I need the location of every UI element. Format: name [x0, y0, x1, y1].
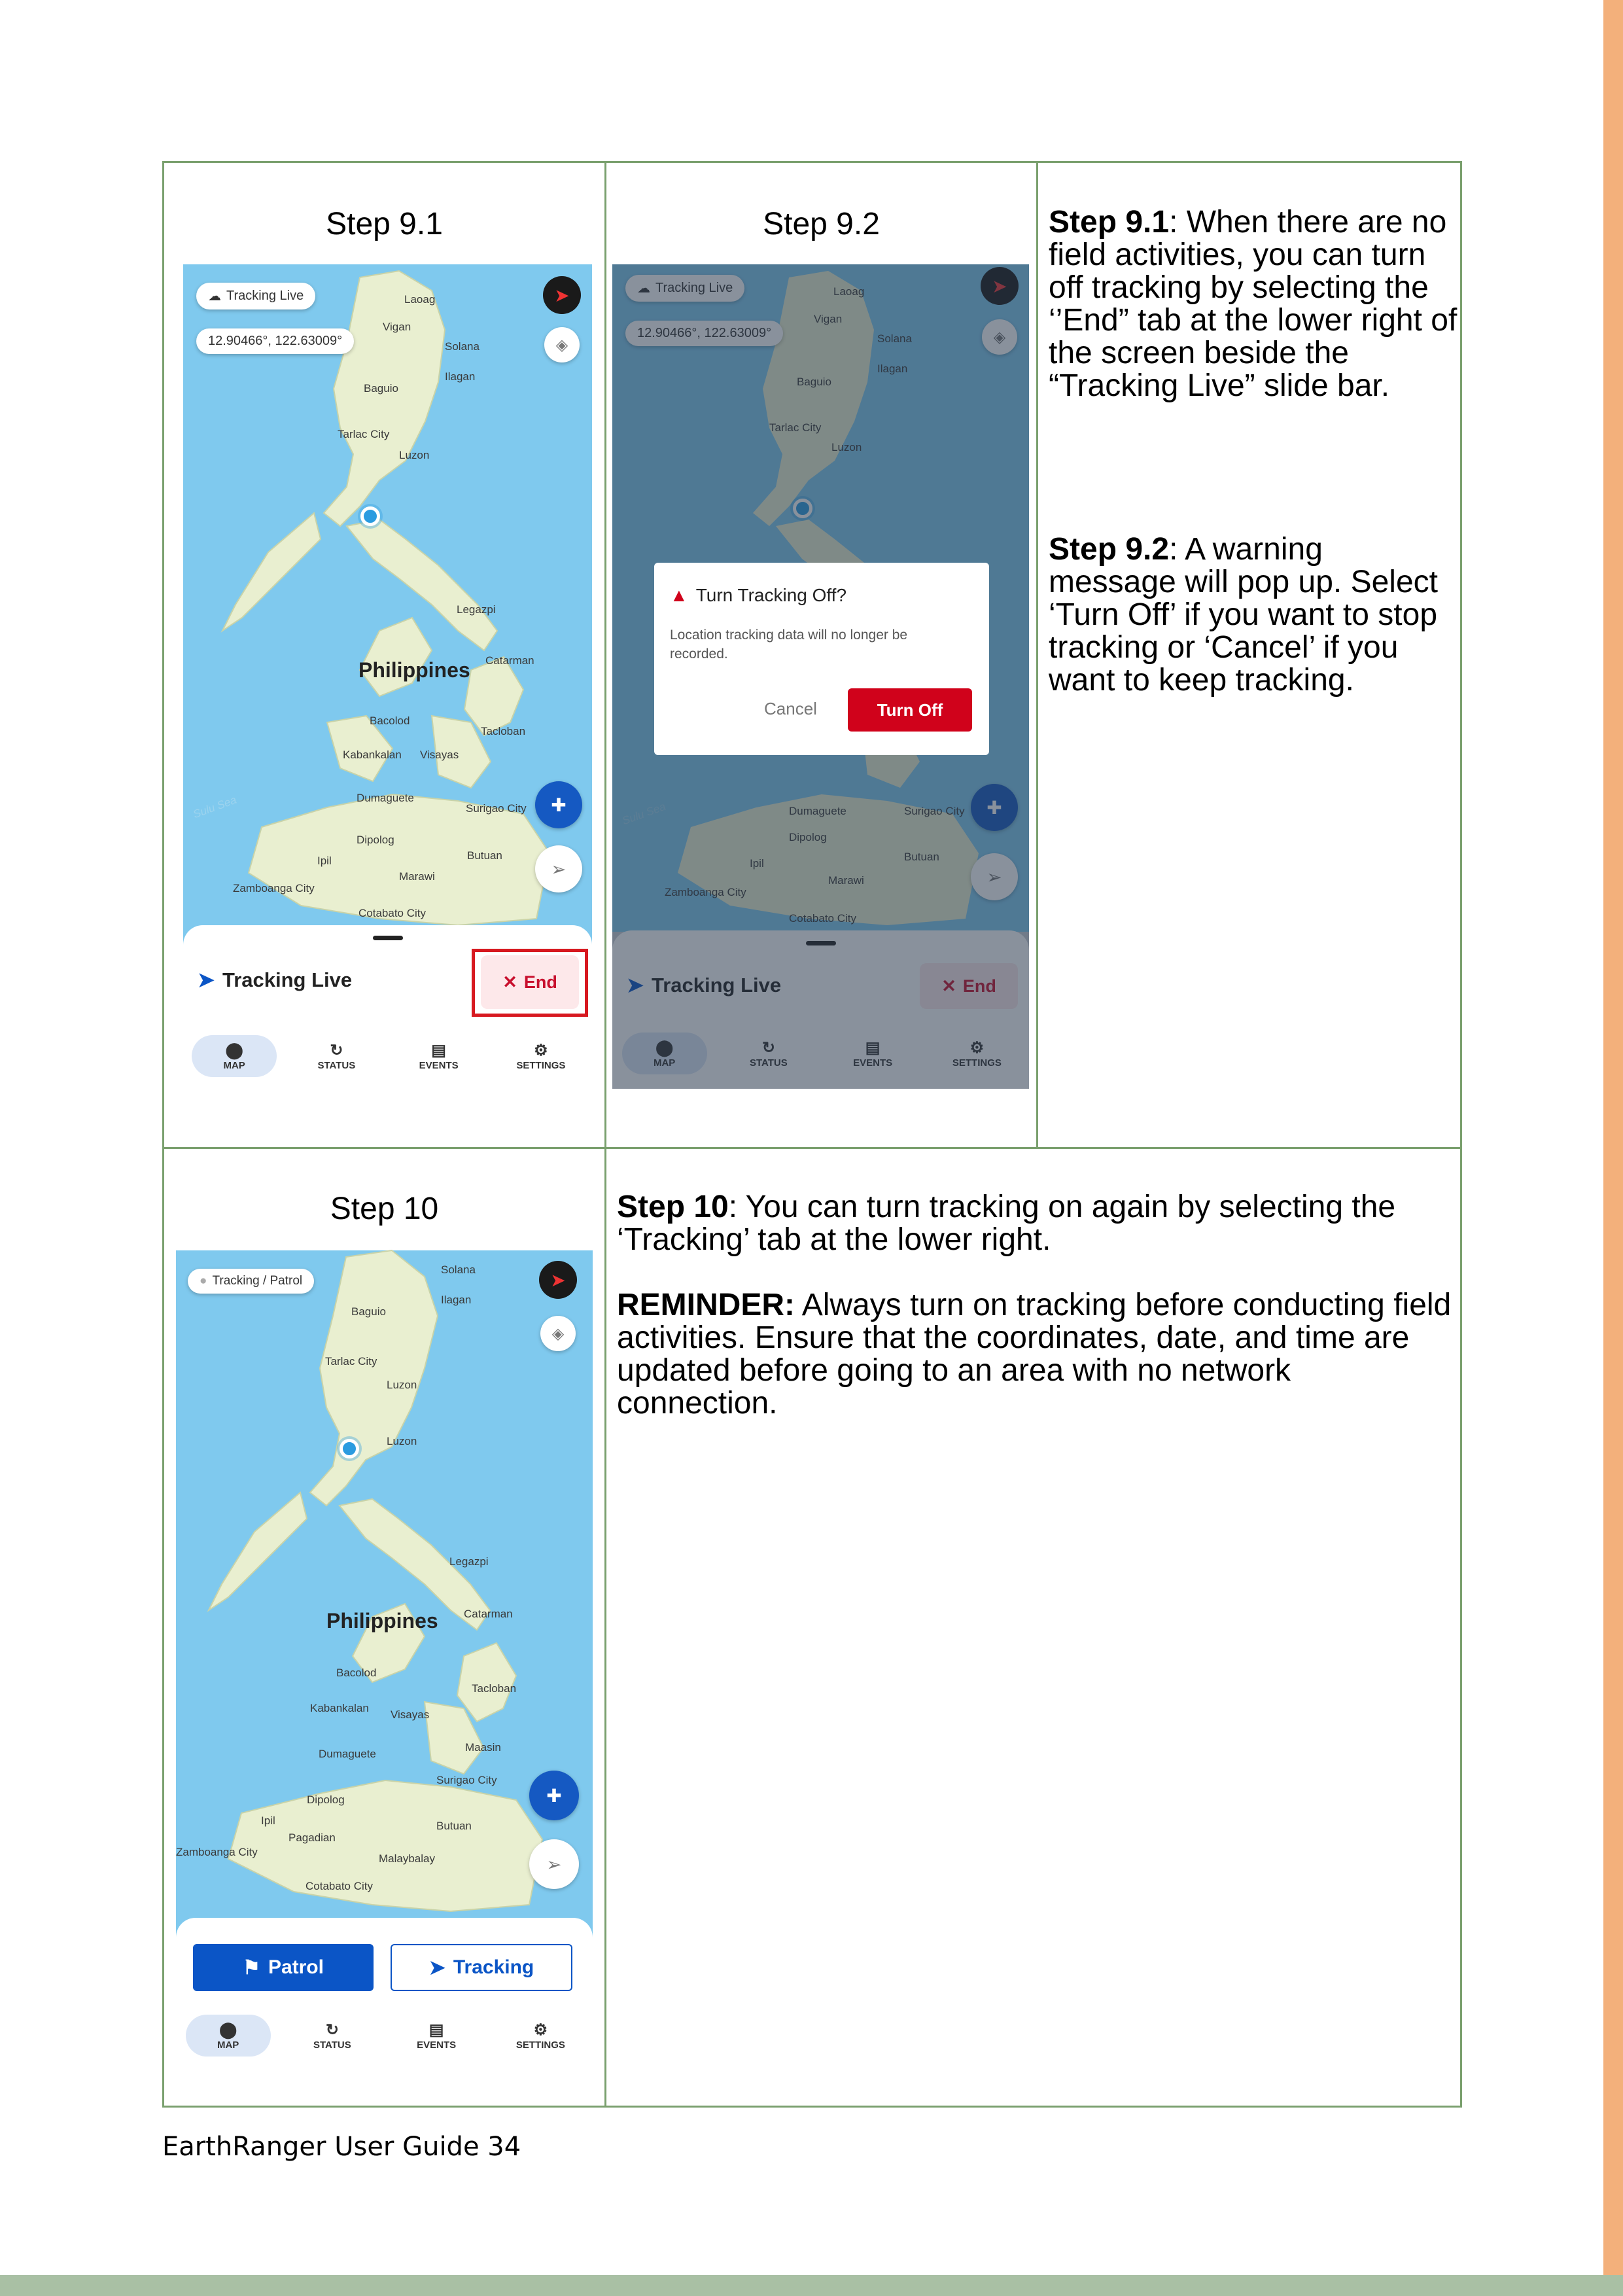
navigate-icon[interactable]: ➢ [535, 845, 582, 892]
map-label: Luzon [387, 1379, 417, 1391]
location-marker [360, 506, 380, 526]
nav-events[interactable]: ▤ EVENTS [417, 2021, 457, 2051]
turn-off-button[interactable]: Turn Off [848, 688, 972, 732]
location-arrow-icon: ➤ [198, 968, 215, 991]
map-label: Dumaguete [319, 1748, 376, 1760]
layers-icon[interactable]: ◈ [540, 1316, 576, 1351]
map-label: Tarlac City [325, 1355, 377, 1368]
location-marker [340, 1439, 359, 1458]
document-icon: ▤ [431, 1041, 446, 1059]
map-label: Ilagan [445, 370, 476, 383]
map-label: Maasin [465, 1741, 501, 1754]
step-9-1-description: Step 9.1: When there are no field activities, you can turn off tracking by selecting the ‘’End” tab at the lower right of the screen beside the “Tracking Live” slide bar. [1049, 205, 1457, 403]
map-label: Catarman [485, 654, 534, 667]
map-label: Visayas [420, 749, 459, 761]
highlight-frame [472, 949, 588, 1017]
cancel-button[interactable]: Cancel [764, 699, 817, 718]
map-label-country: Philippines [326, 1609, 438, 1633]
cell-instructions-9 [1036, 161, 1462, 1149]
step-9-2-description: Step 9.2: A warning message will pop up. Select ‘Turn Off’ if you want to stop tracking or ‘Cancel’ if you want to keep tracking. [1049, 532, 1438, 698]
status-icon: ↻ [325, 2021, 339, 2039]
cloud-icon: ☁ [208, 289, 221, 304]
map-label: Baguio [351, 1305, 386, 1318]
map-label: Luzon [387, 1435, 417, 1447]
turn-off-dialog [654, 563, 989, 755]
compass-icon[interactable]: ➤ [539, 1261, 577, 1299]
map-label: Kabankalan [343, 749, 402, 761]
map-label: Dumaguete [357, 792, 414, 804]
map-islands [176, 1250, 593, 1918]
map-label: Laoag [404, 293, 436, 306]
nav-events[interactable]: ▤ EVENTS [419, 1041, 459, 1071]
map-label: Tacloban [472, 1682, 517, 1695]
map-label-sea: Sulu Sea [191, 793, 238, 821]
coordinates-pill: 12.90466°, 122.63009° [196, 328, 354, 354]
map-pin-icon: ⬤ [219, 2021, 237, 2039]
map-label: Solana [445, 340, 480, 353]
cell-step-9-2 [604, 161, 1038, 1149]
map-label: Zamboanga City [233, 882, 315, 894]
map-label: Marawi [399, 870, 435, 883]
location-arrow-icon: ➤ [428, 1956, 445, 1979]
map-pin-icon: ⬤ [225, 1041, 243, 1059]
document-icon: ▤ [428, 2021, 444, 2039]
map-label: Pagadian [288, 1831, 336, 1844]
bottom-nav [183, 1030, 592, 1082]
map-label: Kabankalan [310, 1702, 369, 1714]
tracking-patrol-pill[interactable]: ● Tracking / Patrol [188, 1269, 314, 1294]
map-label: Visayas [391, 1708, 430, 1721]
status-icon: ↻ [330, 1041, 343, 1059]
map-label: Tarlac City [338, 428, 390, 440]
add-report-icon[interactable]: ✚ [535, 781, 582, 828]
dialog-message: Location tracking data will no longer be recorded. [670, 627, 908, 662]
gear-icon: ⚙ [533, 2021, 548, 2039]
warning-icon: ▲ [670, 585, 688, 605]
map-label: Luzon [399, 449, 430, 461]
layers-icon[interactable]: ◈ [544, 327, 580, 362]
page-bottom-accent [0, 2275, 1623, 2296]
page-side-accent [1603, 0, 1623, 2296]
tracking-status-pill[interactable]: ☁ Tracking Live [196, 283, 315, 309]
nav-status[interactable]: ↻ STATUS [317, 1041, 356, 1071]
end-tracking-button[interactable]: ✕ End [481, 955, 579, 1009]
map-label: Ipil [317, 855, 332, 867]
nav-map[interactable]: ⬤ MAP [186, 2015, 271, 2057]
map-islands [183, 264, 592, 971]
bottom-sheet [176, 1918, 593, 2081]
map-label: Zamboanga City [176, 1846, 258, 1858]
bottom-nav [176, 2009, 593, 2062]
map-label: Butuan [436, 1820, 472, 1832]
status-dot-icon: ● [200, 1274, 207, 1288]
nav-settings[interactable]: ⚙ SETTINGS [516, 1041, 566, 1071]
dialog-title: ▲ Turn Tracking Off? [670, 585, 847, 605]
navigate-icon[interactable]: ➢ [529, 1839, 579, 1889]
sheet-handle[interactable] [373, 936, 403, 940]
nav-settings[interactable]: ⚙ SETTINGS [515, 2021, 565, 2051]
map-label: Butuan [467, 849, 502, 862]
nav-map[interactable]: ⬤ MAP [192, 1035, 277, 1077]
map-label: Bacolod [370, 715, 410, 727]
step-10-description: Step 10: You can turn tracking on again by selecting the ‘Tracking’ tab at the lower right. [617, 1190, 1396, 1257]
map-label: Cotabato City [305, 1880, 373, 1892]
cell-instructions-10 [604, 1147, 1462, 2108]
compass-icon[interactable]: ➤ [543, 276, 581, 314]
step-title: Step 9.1 [326, 207, 443, 241]
start-patrol-button[interactable]: ⚑ Patrol [193, 1944, 374, 1991]
nav-status[interactable]: ↻ STATUS [313, 2021, 351, 2051]
map-label: Catarman [464, 1608, 513, 1620]
map-label: Dipolog [307, 1793, 345, 1806]
map-label: Solana [441, 1263, 476, 1276]
step-title: Step 9.2 [763, 207, 880, 241]
reminder-text: REMINDER: Always turn on tracking before conducting field activities. Ensure that the coordinates, date, and time are updated before going to an area with no network connection. [617, 1288, 1452, 1421]
map-label: Surigao City [466, 802, 527, 815]
cell-step-9-1 [162, 161, 606, 1149]
add-report-icon[interactable]: ✚ [529, 1771, 579, 1820]
gear-icon: ⚙ [534, 1041, 548, 1059]
map-label: Baguio [364, 382, 398, 395]
map-label: Vigan [383, 321, 411, 333]
map-label: Ipil [261, 1814, 275, 1827]
screenshot-step-9-1 [183, 264, 592, 992]
map-label: Bacolod [336, 1667, 377, 1679]
map-label: Legazpi [449, 1555, 489, 1568]
screenshot-step-9-2 [612, 264, 1029, 1089]
map-label: Dipolog [357, 834, 394, 846]
cell-step-10 [162, 1147, 606, 2108]
tracking-live-label: ➤ Tracking Live [198, 968, 353, 991]
tracking-off-icon: ✕ [502, 972, 517, 992]
start-tracking-button[interactable]: ➤ Tracking [391, 1944, 572, 1991]
map-label: Ilagan [441, 1294, 472, 1306]
map-label: Surigao City [436, 1774, 497, 1786]
map-label-country: Philippines [358, 658, 470, 682]
patrol-icon: ⚑ [243, 1956, 260, 1979]
map-label: Tacloban [481, 725, 526, 737]
map-label: Cotabato City [358, 907, 426, 919]
map-label: Malaybalay [379, 1852, 435, 1865]
map-label: Legazpi [457, 603, 496, 616]
page-footer: EarthRanger User Guide 34 [162, 2132, 521, 2162]
step-title: Step 10 [330, 1192, 439, 1226]
screenshot-step-10 [176, 1250, 593, 2081]
